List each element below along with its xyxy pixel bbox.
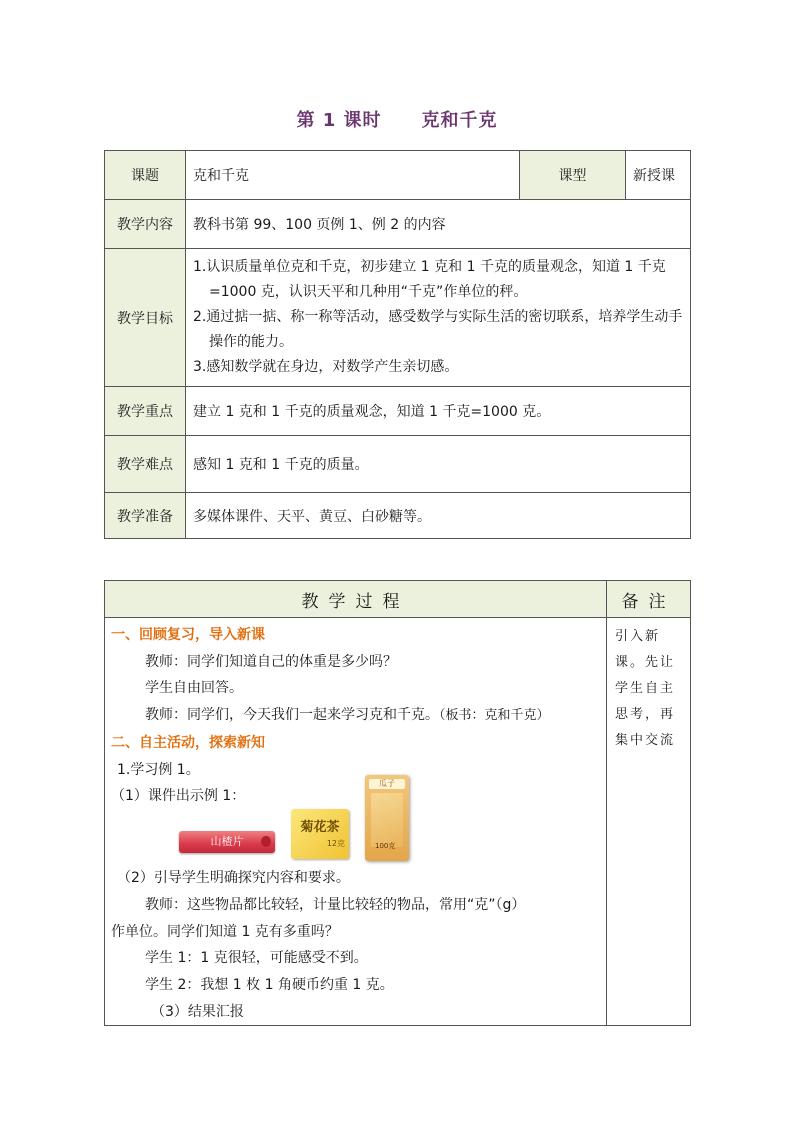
paragraph: 教师：同学们知道自己的体重是多少吗？	[145, 653, 397, 670]
process-body-row	[105, 618, 691, 1026]
paragraph: 教师：这些物品都比较轻，计量比较轻的物品，常用“克”（g）	[145, 896, 526, 913]
paragraph	[111, 702, 600, 730]
example-image-row	[111, 779, 600, 865]
paragraph: （1）课件出示例 1：	[111, 788, 246, 805]
tea-weight: 12克	[326, 838, 345, 848]
row-prep	[105, 493, 691, 539]
paragraph: 1.学习例 1。	[117, 761, 200, 778]
content-value: 教科书第 99、100 页例 1、例 2 的内容	[186, 200, 691, 249]
note-header: 备注	[607, 581, 691, 618]
lesson-info-table	[104, 150, 691, 539]
row-key	[105, 387, 691, 436]
board-note: （板书：克和千克）	[439, 708, 550, 724]
berry-icon	[261, 836, 271, 847]
goal-item: 3.感知数学就在身边，对数学产生亲切感。	[193, 359, 459, 375]
goal-item: 2.通过掂一掂、称一称等活动，感受数学与实际生活的密切联系，培养学生动手操作的能力。	[193, 309, 683, 350]
lesson-number: 第 1 课时	[296, 110, 382, 131]
subject-label: 课题	[105, 151, 186, 200]
process-content	[105, 618, 607, 1026]
paragraph: 学生自由回答。	[145, 680, 243, 697]
row-subject	[105, 151, 691, 200]
key-value: 建立 1 克和 1 千克的质量观念，知道 1 千克=1000 克。	[186, 387, 691, 436]
tea-label: 菊花茶	[300, 820, 340, 836]
teaching-process-table	[104, 580, 691, 1026]
content-label: 教学内容	[105, 200, 186, 249]
row-content	[105, 200, 691, 249]
subject-value: 克和千克	[186, 151, 520, 200]
paragraph: 学生 1：1 克很轻，可能感受不到。	[145, 950, 368, 967]
paragraph-text: 教师：同学们，今天我们一起来学习克和千克。	[145, 707, 439, 724]
goals-label: 教学目标	[105, 249, 186, 387]
sunflower-seed-package-image	[365, 775, 409, 861]
goal-item: 1.认识质量单位克和千克，初步建立 1 克和 1 千克的质量观念，知道 1 千克=1000 克，认识天平和几种用“千克”作单位的秤。	[193, 259, 666, 300]
paragraph: （2）引导学生明确探究内容和要求。	[117, 870, 350, 887]
goals-value	[186, 249, 691, 387]
hawthorn-package-image	[179, 831, 275, 853]
difficulty-label: 教学难点	[105, 436, 186, 493]
paragraph: （3）结果汇报	[151, 1003, 244, 1020]
section-heading: 二、自主活动，探索新知	[111, 734, 265, 751]
lesson-topic: 克和千克	[421, 110, 498, 131]
chrysanthemum-tea-package-image	[291, 809, 349, 859]
key-label: 教学重点	[105, 387, 186, 436]
section-heading: 一、回顾复习，导入新课	[111, 627, 265, 643]
seed-weight: 100克	[375, 841, 396, 850]
type-label: 课型	[520, 151, 626, 200]
page-title	[0, 106, 794, 132]
process-header-row	[105, 581, 691, 618]
process-header: 教学过程	[105, 581, 607, 618]
row-difficulty	[105, 436, 691, 493]
seed-label: 瓜子	[369, 779, 405, 789]
paragraph: 作单位。同学们知道 1 克有多重吗？	[111, 923, 339, 940]
paragraph: 学生 2：我想 1 枚 1 角硬币约重 1 克。	[145, 977, 394, 994]
difficulty-value: 感知 1 克和 1 千克的质量。	[186, 436, 691, 493]
prep-label: 教学准备	[105, 493, 186, 539]
row-goals	[105, 249, 691, 387]
hawthorn-label: 山楂片	[210, 835, 244, 849]
type-value: 新授课	[626, 151, 691, 200]
note-content: 引入新课。先让学生自主思考，再集中交流	[607, 618, 691, 1026]
prep-value: 多媒体课件、天平、黄豆、白砂糖等。	[186, 493, 691, 539]
